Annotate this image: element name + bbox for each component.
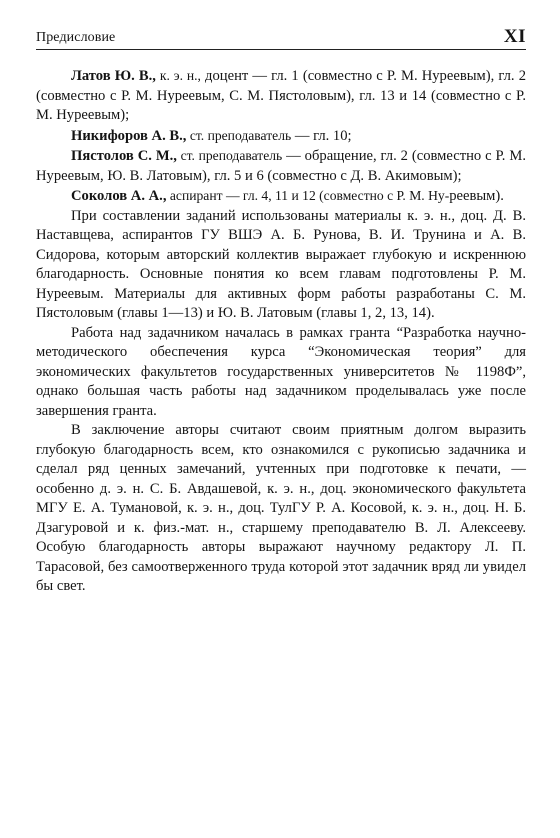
author-name: Соколов А. А., [71,188,167,204]
paragraph-grant: Работа над задачником началась в рамках гранта “Разработка научно-методического обеспечения курса “Экономическая теория” для экономических факультетов государственных университетов № 1198Ф”, однако большая часть работы над задачником проделывалась уже после завершения гранта. [36,324,526,419]
author-contribution: реевым). [449,188,504,204]
author-name: Никифоров А. В., [71,127,187,144]
author-name: Латов Ю. В., [71,68,156,84]
author-entry-nikiforov [36,126,526,147]
author-name: Пястолов С. М., [71,148,177,164]
author-entry-latov [36,66,526,126]
paragraph-acknowledgements: В заключение авторы считают своим приятным долгом выразить глубокую благодарность всем, кто ознакомился с рукописью задачника и сделал ряд ценных замечаний, учтенных при подготовке к печати, — особенно д. э. н. С. Б. Авдашевой, к. э. н., доц. экономического факультета МГУ Е. А. Тумановой, к. э. н., доц. ТулГУ Р. А. Косовой, к. э. н., доц. Н. Б. Дзагуровой и к. физ.-мат. н., старшему преподавателю В. Л. Алексееву. Особую благодарность авторы выражают научному редактору Л. П. Тарасовой, без самоотверженного труда которой этот задачник вряд ли увидел бы свет. [36,422,526,594]
book-page [36,24,526,597]
running-head [36,24,526,50]
author-entry-pyastolov [36,146,526,186]
author-credential: ст. преподаватель [176,148,283,163]
page-number: XI [503,26,526,47]
preface-body [36,66,526,597]
author-entry-sokolov [36,186,526,207]
running-head-title: Предисловие [36,30,116,45]
author-credential: к. э. н., [155,68,201,83]
author-credential: ст. преподаватель [186,127,292,143]
paragraph-materials: При составлении заданий использованы материалы к. э. н., доц. Д. В. Наставщева, аспирантов ГУ ВШЭ А. Б. Рунова, В. И. Трунина и А. В. Сидорова, которым авторский коллектив выражает глубокую и искреннюю благодарность. Основные понятия ко всем главам подготовлены Р. М. Нуреевым. Материалы для активных форм работы разработаны С. М. Пястоловым (главы 1—13) и Ю. В. Латовым (главы 1, 2, 13, 14). [36,207,526,321]
author-contribution: — обращение, гл. 2 (совместно с Р. М. Нуреевым, Ю. В. Латовым), гл. 5 и 6 (совместно с Д. В. Акимовым); [36,148,526,184]
author-credential: аспирант — гл. 4, 11 и 12 (совместно с Р. М. Ну- [166,188,450,203]
author-contribution: доцент — гл. 1 (совместно с Р. М. Нуреевым), гл. 2 (совместно с Р. М. Нуреевым, С. М. Пястоловым), гл. 13 и 14 (совместно с Р. М. Нуреевым); [36,68,526,123]
author-contribution: — гл. 10; [291,127,352,144]
